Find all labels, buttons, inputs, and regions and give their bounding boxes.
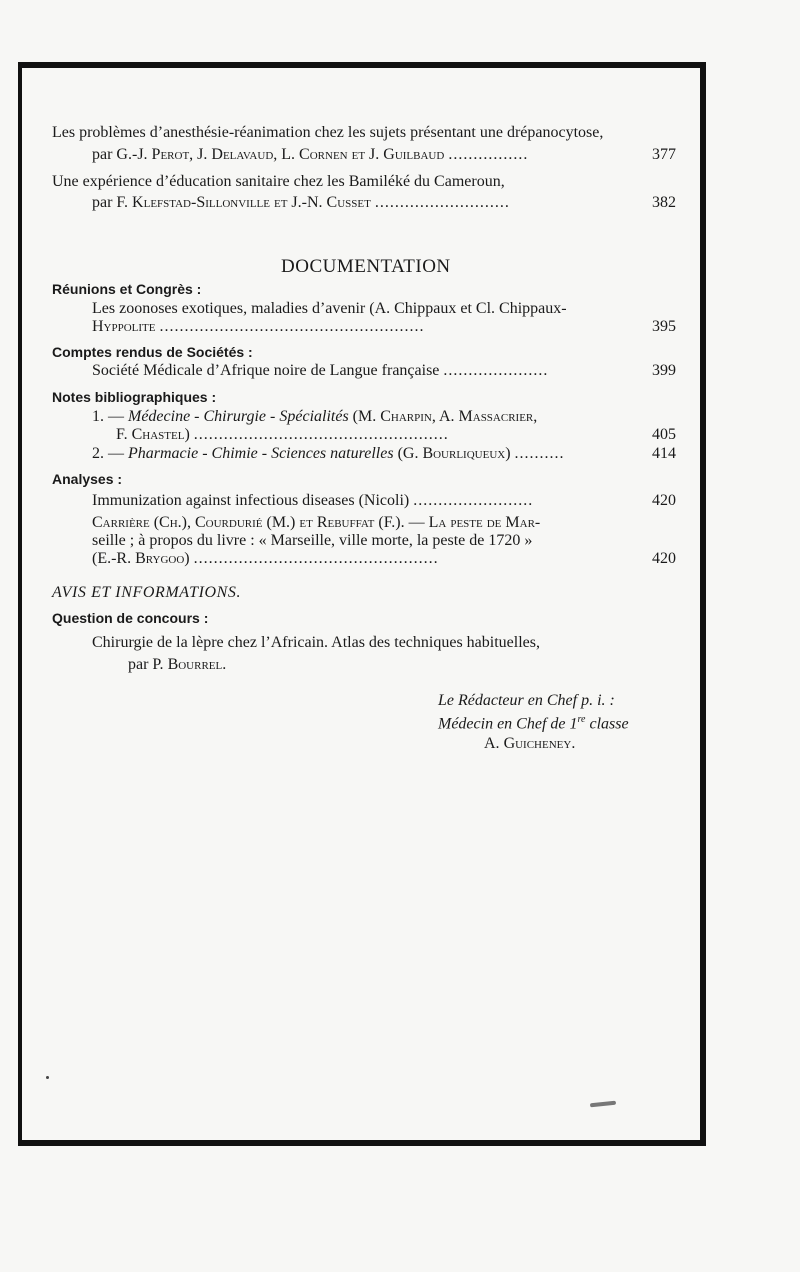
reunions-entry-line1: Les zoonoses exotiques, maladies d’avenir (A. Chippaux et Cl. Chippaux- — [92, 300, 567, 317]
entry-1-page: 377 — [652, 146, 676, 163]
comptes-entry: Société Médicale d’Afrique noire de Langue française ..................... — [92, 362, 549, 379]
notes-item-2-page: 414 — [652, 445, 676, 462]
analyses-item-2-line2: seille ; à propos du livre : « Marseille, ville morte, la peste de 1720 » — [92, 532, 533, 549]
analyses-heading: Analyses : — [52, 471, 123, 487]
analyses-item-2-line3: (E.-R. Brygoo) ................................................. — [92, 550, 439, 567]
question-concours-heading: Question de concours : — [52, 610, 209, 626]
notes-item-1-page: 405 — [652, 426, 676, 443]
notes-item-1-line2: F. Chastel) ................................................... — [116, 426, 449, 443]
entry-1-title: Les problèmes d’anesthésie-réanimation chez les sujets présentant une drépanocytose, — [52, 124, 604, 141]
avis-heading: AVIS ET INFORMATIONS. — [52, 584, 242, 601]
entry-2-page: 382 — [652, 194, 676, 211]
scan-speck — [46, 1076, 49, 1079]
signature-name: A. Guicheney. — [484, 735, 576, 752]
comptes-heading: Comptes rendus de Sociétés : — [52, 344, 253, 360]
concours-line2: par P. Bourrel. — [128, 656, 227, 673]
analyses-item-1: Immunization against infectious diseases (Nicoli) ........................ — [92, 492, 534, 509]
signature-line2: Médecin en Chef de 1re classe — [438, 714, 629, 733]
reunions-heading: Réunions et Congrès : — [52, 281, 202, 297]
entry-2-title: Une expérience d’éducation sanitaire chez les Bamiléké du Cameroun, — [52, 173, 505, 190]
page-border-frame — [18, 62, 706, 1146]
notes-item-1-line1: 1. — Médecine - Chirurgie - Spécialités (M. Charpin, A. Massacrier, — [92, 408, 538, 425]
reunions-entry-line2: Hyppolite ..................................................... — [92, 318, 425, 335]
analyses-item-1-page: 420 — [652, 492, 676, 509]
documentation-heading: DOCUMENTATION — [281, 256, 451, 277]
analyses-item-2-line1: Carrière (Ch.), Courdurié (M.) et Rebuffat (F.). — La peste de Mar- — [92, 514, 541, 531]
reunions-page: 395 — [652, 318, 676, 335]
notes-heading: Notes bibliographiques : — [52, 389, 217, 405]
signature-line1: Le Rédacteur en Chef p. i. : — [438, 692, 615, 709]
analyses-item-2-page: 420 — [652, 550, 676, 567]
notes-item-2: 2. — Pharmacie - Chimie - Sciences naturelles (G. Bourliqueux) .......... — [92, 445, 565, 462]
entry-1-authors: par G.-J. Perot, J. Delavaud, L. Cornen et J. Guilbaud ................ — [92, 146, 529, 163]
entry-2-authors: par F. Klefstad-Sillonville et J.-N. Cusset ........................... — [92, 194, 510, 211]
comptes-page: 399 — [652, 362, 676, 379]
concours-line1: Chirurgie de la lèpre chez l’Africain. Atlas des techniques habituelles, — [92, 634, 540, 651]
